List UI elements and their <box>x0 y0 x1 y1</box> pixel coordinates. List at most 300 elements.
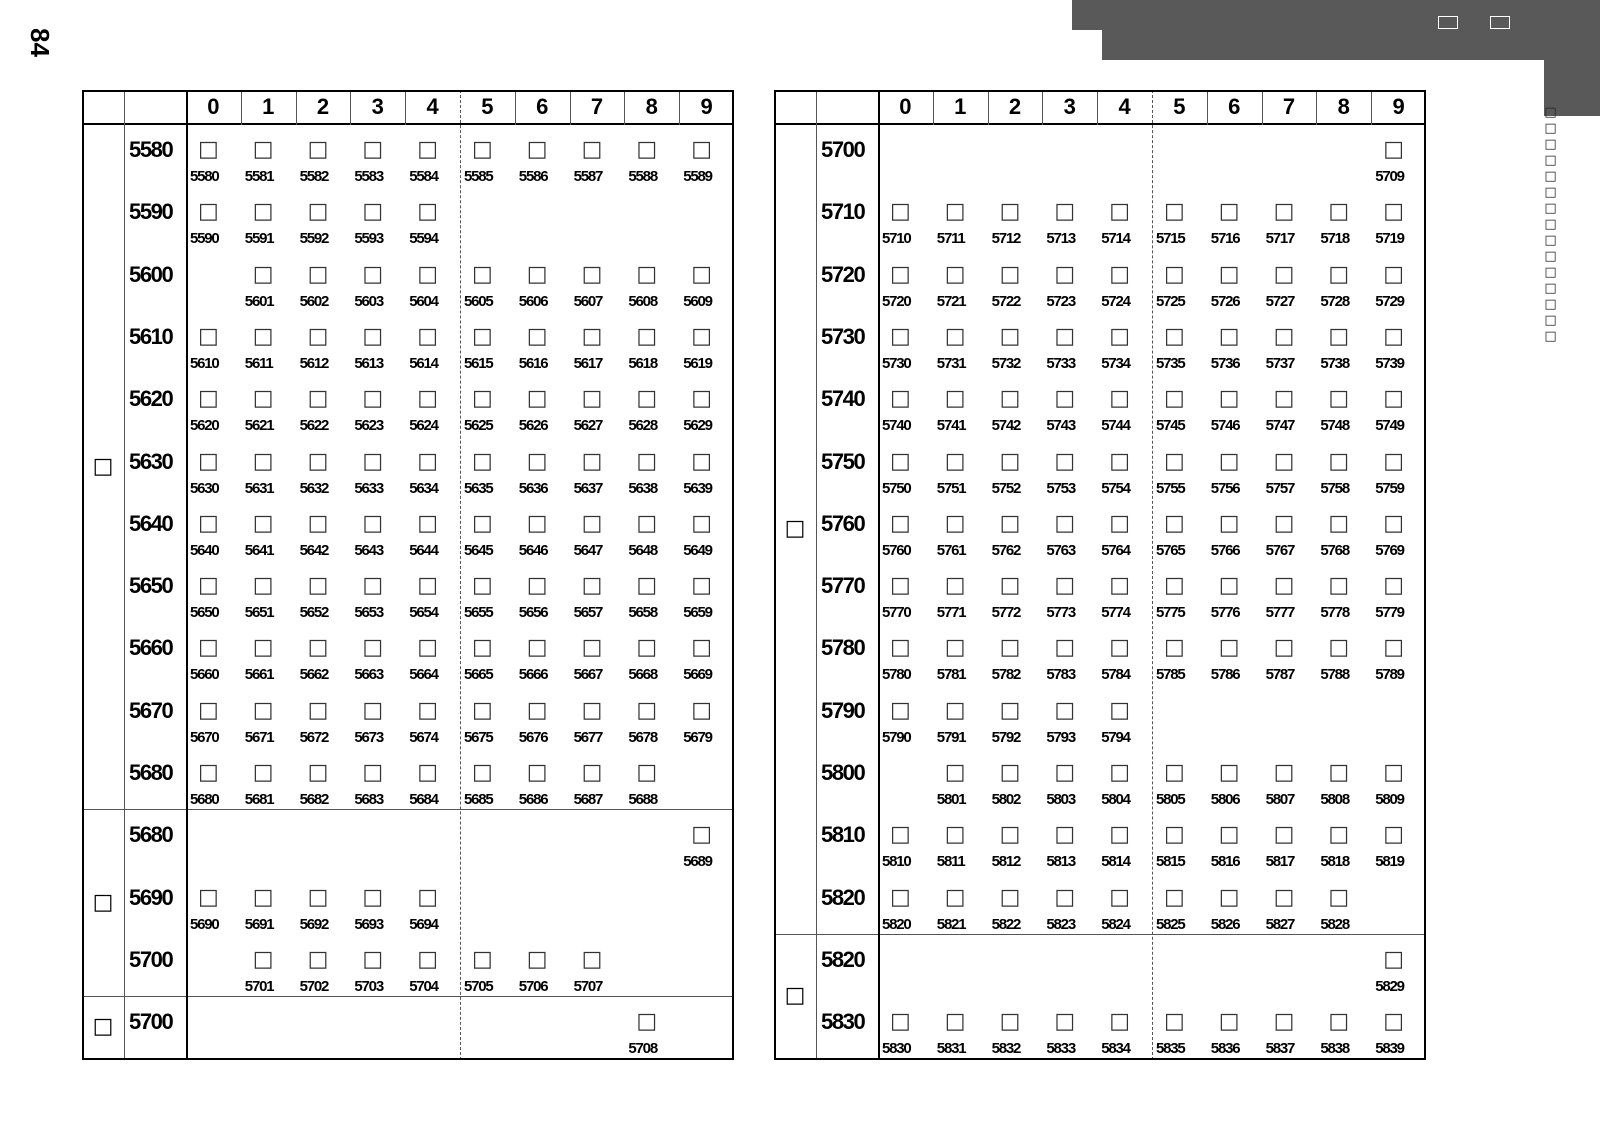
missing-glyph-icon: □ <box>362 697 384 723</box>
missing-glyph-icon: □ <box>1383 946 1404 972</box>
group-reading-char: □ <box>92 1014 114 1040</box>
page-number: 84 <box>25 28 55 57</box>
missing-glyph-icon: □ <box>1054 386 1076 412</box>
missing-glyph-icon: □ <box>526 386 548 412</box>
cell-code: 5749 <box>1375 417 1404 435</box>
row-code-label: 5600 <box>129 261 173 287</box>
cell-code: 5614 <box>409 354 438 372</box>
cell-code: 5747 <box>1265 417 1295 435</box>
cell-code: 5660 <box>190 666 219 684</box>
missing-glyph-icon: □ <box>362 510 384 536</box>
cell-code: 5837 <box>1265 1040 1295 1058</box>
cell-code: 5671 <box>244 728 274 746</box>
cell-code: 5659 <box>683 604 712 622</box>
row-code-label: 5820 <box>821 884 865 910</box>
missing-glyph-icon: □ <box>362 386 384 412</box>
cell-code: 5658 <box>628 604 657 622</box>
cell-code: 5756 <box>1210 479 1240 497</box>
missing-glyph-icon: □ <box>890 635 911 661</box>
missing-glyph-icon: □ <box>1164 261 1185 287</box>
missing-glyph-icon: □ <box>1218 510 1240 536</box>
missing-glyph-icon: □ <box>307 448 329 474</box>
cell-code: 5720 <box>882 292 911 310</box>
cell-code: 5583 <box>354 168 383 185</box>
missing-glyph-icon: □ <box>636 261 658 287</box>
missing-glyph-icon: □ <box>890 822 911 848</box>
cell-code: 5609 <box>683 292 712 310</box>
cell-code: 5740 <box>882 417 911 435</box>
cell-code: 5808 <box>1320 791 1349 808</box>
missing-glyph-icon: □ <box>1054 448 1076 474</box>
missing-glyph-icon: □ <box>1164 573 1185 599</box>
missing-glyph-icon: □ <box>944 323 966 349</box>
cell-code: 5701 <box>244 977 274 995</box>
cell-code: 5754 <box>1101 479 1130 497</box>
cell-code: 5663 <box>354 666 383 684</box>
cell-code: 5646 <box>518 541 548 559</box>
cell-code: 5805 <box>1156 791 1185 808</box>
missing-glyph-icon: □ <box>526 323 548 349</box>
missing-glyph-icon: □ <box>472 386 493 412</box>
missing-glyph-icon: □ <box>691 573 712 599</box>
cell-code: 5603 <box>354 292 383 310</box>
missing-glyph-icon: □ <box>526 261 548 287</box>
missing-glyph-icon: □ <box>1218 635 1240 661</box>
cell-code: 5594 <box>409 230 438 248</box>
missing-glyph-icon: □ <box>198 137 219 162</box>
row-code-label: 5630 <box>129 448 173 474</box>
cell-code: 5640 <box>190 541 219 559</box>
cell-code: 5667 <box>573 666 603 684</box>
cell-code: 5734 <box>1101 354 1130 372</box>
missing-glyph-icon: □ <box>944 822 966 848</box>
missing-glyph-icon: □ <box>1218 199 1240 225</box>
cell-code: 5670 <box>190 728 219 746</box>
missing-glyph-icon: □ <box>581 946 603 972</box>
missing-glyph-icon: □ <box>691 137 712 162</box>
cell-code: 5713 <box>1046 230 1075 248</box>
missing-glyph-icon: □ <box>944 697 966 723</box>
missing-glyph-icon: □ <box>1054 884 1076 910</box>
missing-glyph-icon: □ <box>636 635 658 661</box>
cell-code: 5692 <box>299 915 329 933</box>
cell-code: 5706 <box>518 977 548 995</box>
missing-glyph-icon: □ <box>252 573 274 599</box>
cell-code: 5732 <box>991 354 1021 372</box>
row-code-label: 5700 <box>129 1009 173 1035</box>
tab-box-icon <box>1438 16 1458 29</box>
cell-code: 5802 <box>991 791 1021 808</box>
cell-code: 5690 <box>190 915 219 933</box>
missing-glyph-icon: □ <box>999 199 1021 225</box>
cell-code: 5636 <box>518 479 548 497</box>
missing-glyph-icon: □ <box>1054 323 1076 349</box>
cell-code: 5804 <box>1101 791 1130 808</box>
missing-glyph-icon: □ <box>1328 448 1350 474</box>
cell-code: 5637 <box>573 479 603 497</box>
missing-glyph-icon: □ <box>999 697 1021 723</box>
missing-glyph-icon: □ <box>1109 1009 1130 1035</box>
column-header: 1 <box>954 94 967 119</box>
missing-glyph-icon: □ <box>1273 448 1295 474</box>
cell-code: 5825 <box>1156 915 1185 933</box>
missing-glyph-icon: □ <box>1383 510 1404 536</box>
missing-glyph-icon: □ <box>362 884 384 910</box>
missing-glyph-icon: □ <box>362 199 384 225</box>
cell-code: 5686 <box>518 791 548 808</box>
cell-code: 5810 <box>882 853 911 871</box>
missing-glyph-icon: □ <box>1328 822 1350 848</box>
cell-code: 5819 <box>1375 853 1404 871</box>
missing-glyph-icon: □ <box>307 635 329 661</box>
missing-glyph-icon: □ <box>307 946 329 972</box>
cell-code: 5619 <box>683 354 712 372</box>
missing-glyph-icon: □ <box>198 573 219 599</box>
missing-glyph-icon: □ <box>944 199 966 225</box>
cell-code: 5705 <box>464 977 493 995</box>
missing-glyph-icon: □ <box>999 884 1021 910</box>
cell-code: 5762 <box>991 541 1021 559</box>
cell-code: 5746 <box>1210 417 1240 435</box>
side-section-label: □□□□□□□□□□□□□□□ <box>1543 105 1558 345</box>
cell-code: 5606 <box>518 292 548 310</box>
cell-code: 5807 <box>1265 791 1295 808</box>
missing-glyph-icon: □ <box>636 760 658 785</box>
missing-glyph-icon: □ <box>944 573 966 599</box>
cell-code: 5727 <box>1265 292 1295 310</box>
missing-glyph-icon: □ <box>1273 510 1295 536</box>
missing-glyph-icon: □ <box>890 199 911 225</box>
cell-code: 5722 <box>991 292 1021 310</box>
missing-glyph-icon: □ <box>1383 386 1404 412</box>
missing-glyph-icon: □ <box>526 448 548 474</box>
chapter-tab-top <box>1072 0 1600 30</box>
cell-code: 5731 <box>936 354 966 372</box>
missing-glyph-icon: □ <box>252 386 274 412</box>
missing-glyph-icon: □ <box>1164 510 1185 536</box>
missing-glyph-icon: □ <box>581 448 603 474</box>
missing-glyph-icon: □ <box>417 510 438 536</box>
missing-glyph-icon: □ <box>252 946 274 972</box>
cell-code: 5588 <box>628 168 657 185</box>
cell-code: 5816 <box>1210 853 1240 871</box>
cell-code: 5822 <box>991 915 1021 933</box>
cell-code: 5758 <box>1320 479 1349 497</box>
missing-glyph-icon: □ <box>362 946 384 972</box>
cell-code: 5787 <box>1265 666 1295 684</box>
row-code-label: 5700 <box>821 137 865 162</box>
missing-glyph-icon: □ <box>526 760 548 785</box>
missing-glyph-icon: □ <box>691 448 712 474</box>
missing-glyph-icon: □ <box>1164 323 1185 349</box>
cell-code: 5824 <box>1101 915 1130 933</box>
cell-code: 5593 <box>354 230 383 248</box>
cell-code: 5642 <box>299 541 329 559</box>
missing-glyph-icon: □ <box>417 386 438 412</box>
missing-glyph-icon: □ <box>307 884 329 910</box>
cell-code: 5604 <box>409 292 438 310</box>
missing-glyph-icon: □ <box>1218 386 1240 412</box>
cell-code: 5584 <box>409 168 438 185</box>
missing-glyph-icon: □ <box>472 448 493 474</box>
cell-code: 5662 <box>299 666 329 684</box>
code-table-right <box>774 90 1426 1060</box>
cell-code: 5626 <box>518 417 548 435</box>
missing-glyph-icon: □ <box>1054 1009 1076 1035</box>
missing-glyph-icon: □ <box>581 323 603 349</box>
missing-glyph-icon: □ <box>636 137 658 162</box>
cell-code: 5780 <box>882 666 911 684</box>
cell-code: 5612 <box>299 354 329 372</box>
missing-glyph-icon: □ <box>472 760 493 785</box>
row-code-label: 5640 <box>129 510 173 536</box>
missing-glyph-icon: □ <box>526 635 548 661</box>
missing-glyph-icon: □ <box>472 510 493 536</box>
cell-code: 5656 <box>518 604 548 622</box>
cell-code: 5839 <box>1375 1040 1404 1058</box>
cell-code: 5678 <box>628 728 657 746</box>
missing-glyph-icon: □ <box>890 697 911 723</box>
missing-glyph-icon: □ <box>198 510 219 536</box>
cell-code: 5723 <box>1046 292 1075 310</box>
cell-code: 5752 <box>991 479 1021 497</box>
cell-code: 5716 <box>1210 230 1240 248</box>
missing-glyph-icon: □ <box>890 448 911 474</box>
cell-code: 5644 <box>409 541 438 559</box>
missing-glyph-icon: □ <box>362 760 384 785</box>
cell-code: 5710 <box>882 230 911 248</box>
cell-code: 5613 <box>354 354 383 372</box>
cell-code: 5647 <box>573 541 603 559</box>
missing-glyph-icon: □ <box>1164 884 1185 910</box>
missing-glyph-icon: □ <box>636 1009 658 1035</box>
missing-glyph-icon: □ <box>999 760 1021 785</box>
cell-code: 5739 <box>1375 354 1404 372</box>
cell-code: 5611 <box>244 354 273 372</box>
cell-code: 5812 <box>991 853 1021 871</box>
cell-code: 5682 <box>299 791 329 808</box>
missing-glyph-icon: □ <box>890 386 911 412</box>
missing-glyph-icon: □ <box>1164 1009 1185 1035</box>
cell-code: 5641 <box>244 541 274 559</box>
group-reading-char: □ <box>92 889 114 915</box>
cell-code: 5813 <box>1046 853 1075 871</box>
missing-glyph-icon: □ <box>417 199 438 225</box>
row-code-label: 5620 <box>129 386 173 412</box>
row-code-label: 5740 <box>821 386 865 412</box>
missing-glyph-icon: □ <box>581 697 603 723</box>
missing-glyph-icon: □ <box>417 760 438 785</box>
chapter-tab-middle <box>1102 30 1600 60</box>
missing-glyph-icon: □ <box>1383 199 1404 225</box>
missing-glyph-icon: □ <box>581 760 603 785</box>
missing-glyph-icon: □ <box>999 822 1021 848</box>
cell-code: 5717 <box>1265 230 1295 248</box>
cell-code: 5737 <box>1265 354 1295 372</box>
missing-glyph-icon: □ <box>1218 261 1240 287</box>
row-code-label: 5720 <box>821 261 865 287</box>
missing-glyph-icon: □ <box>581 510 603 536</box>
missing-glyph-icon: □ <box>252 137 274 162</box>
cell-code: 5632 <box>299 479 329 497</box>
missing-glyph-icon: □ <box>1328 199 1350 225</box>
cell-code: 5748 <box>1320 417 1349 435</box>
missing-glyph-icon: □ <box>944 510 966 536</box>
cell-code: 5582 <box>299 168 329 185</box>
cell-code: 5653 <box>354 604 383 622</box>
row-code-label: 5760 <box>821 510 865 536</box>
missing-glyph-icon: □ <box>472 323 493 349</box>
tab-box-icon <box>1490 16 1510 29</box>
row-code-label: 5770 <box>821 573 865 599</box>
cell-code: 5708 <box>628 1040 657 1058</box>
missing-glyph-icon: □ <box>252 323 274 349</box>
cell-code: 5755 <box>1156 479 1185 497</box>
cell-code: 5835 <box>1156 1040 1185 1058</box>
cell-code: 5764 <box>1101 541 1130 559</box>
group-reading-char: □ <box>784 515 806 541</box>
missing-glyph-icon: □ <box>362 323 384 349</box>
cell-code: 5836 <box>1210 1040 1240 1058</box>
column-header: 8 <box>645 94 658 119</box>
missing-glyph-icon: □ <box>944 448 966 474</box>
missing-glyph-icon: □ <box>252 261 274 287</box>
row-code-label: 5810 <box>821 822 865 848</box>
row-code-label: 5830 <box>821 1009 865 1035</box>
missing-glyph-icon: □ <box>1164 822 1185 848</box>
cell-code: 5650 <box>190 604 219 622</box>
cell-code: 5733 <box>1046 354 1075 372</box>
missing-glyph-icon: □ <box>1054 510 1076 536</box>
row-code-label: 5660 <box>129 635 173 661</box>
cell-code: 5760 <box>882 541 911 559</box>
cell-code: 5691 <box>244 915 274 933</box>
cell-code: 5834 <box>1101 1040 1130 1058</box>
cell-code: 5674 <box>409 728 438 746</box>
missing-glyph-icon: □ <box>999 635 1021 661</box>
cell-code: 5677 <box>573 728 603 746</box>
cell-code: 5639 <box>683 479 712 497</box>
missing-glyph-icon: □ <box>1273 1009 1295 1035</box>
cell-code: 5689 <box>683 853 712 871</box>
missing-glyph-icon: □ <box>1218 760 1240 785</box>
missing-glyph-icon: □ <box>890 884 911 910</box>
missing-glyph-icon: □ <box>526 510 548 536</box>
missing-glyph-icon: □ <box>1109 697 1130 723</box>
cell-code: 5827 <box>1265 915 1295 933</box>
cell-code: 5823 <box>1046 915 1075 933</box>
cell-code: 5718 <box>1320 230 1349 248</box>
cell-code: 5668 <box>628 666 657 684</box>
cell-code: 5781 <box>936 666 966 684</box>
missing-glyph-icon: □ <box>362 573 384 599</box>
cell-code: 5763 <box>1046 541 1075 559</box>
cell-code: 5826 <box>1210 915 1240 933</box>
missing-glyph-icon: □ <box>1383 822 1404 848</box>
missing-glyph-icon: □ <box>581 137 603 162</box>
missing-glyph-icon: □ <box>1383 448 1404 474</box>
missing-glyph-icon: □ <box>1218 448 1240 474</box>
cell-code: 5775 <box>1156 604 1185 622</box>
cell-code: 5648 <box>628 541 657 559</box>
column-header: 5 <box>481 94 494 119</box>
column-header: 3 <box>1063 94 1076 119</box>
cell-code: 5786 <box>1210 666 1240 684</box>
cell-code: 5633 <box>354 479 383 497</box>
missing-glyph-icon: □ <box>198 635 219 661</box>
missing-glyph-icon: □ <box>198 697 219 723</box>
cell-code: 5789 <box>1375 666 1404 684</box>
missing-glyph-icon: □ <box>636 448 658 474</box>
column-header: 1 <box>262 94 275 119</box>
cell-code: 5801 <box>936 791 966 808</box>
cell-code: 5673 <box>354 728 383 746</box>
cell-code: 5730 <box>882 354 911 372</box>
missing-glyph-icon: □ <box>944 884 966 910</box>
cell-code: 5784 <box>1101 666 1130 684</box>
cell-code: 5806 <box>1210 791 1240 808</box>
missing-glyph-icon: □ <box>362 448 384 474</box>
cell-code: 5719 <box>1375 230 1404 248</box>
missing-glyph-icon: □ <box>1273 261 1295 287</box>
cell-code: 5766 <box>1210 541 1240 559</box>
missing-glyph-icon: □ <box>1273 760 1295 785</box>
cell-code: 5622 <box>299 417 329 435</box>
cell-code: 5782 <box>991 666 1021 684</box>
row-code-label: 5650 <box>129 573 173 599</box>
missing-glyph-icon: □ <box>252 635 274 661</box>
missing-glyph-icon: □ <box>581 261 603 287</box>
cell-code: 5783 <box>1046 666 1075 684</box>
missing-glyph-icon: □ <box>1109 323 1130 349</box>
cell-code: 5616 <box>518 354 548 372</box>
cell-code: 5712 <box>991 230 1021 248</box>
missing-glyph-icon: □ <box>1273 386 1295 412</box>
row-code-label: 5800 <box>821 760 865 785</box>
cell-code: 5610 <box>190 354 219 372</box>
missing-glyph-icon: □ <box>417 884 438 910</box>
missing-glyph-icon: □ <box>636 323 658 349</box>
row-code-label: 5700 <box>129 946 173 972</box>
missing-glyph-icon: □ <box>198 884 219 910</box>
row-code-label: 5590 <box>129 199 173 225</box>
missing-glyph-icon: □ <box>1328 635 1350 661</box>
cell-code: 5679 <box>683 728 712 746</box>
cell-code: 5761 <box>936 541 966 559</box>
missing-glyph-icon: □ <box>307 386 329 412</box>
missing-glyph-icon: □ <box>999 261 1021 287</box>
missing-glyph-icon: □ <box>1218 573 1240 599</box>
cell-code: 5685 <box>464 791 493 808</box>
cell-code: 5744 <box>1101 417 1130 435</box>
cell-code: 5703 <box>354 977 383 995</box>
missing-glyph-icon: □ <box>1164 635 1185 661</box>
missing-glyph-icon: □ <box>307 697 329 723</box>
cell-code: 5711 <box>936 230 965 248</box>
code-table-left <box>82 90 734 1060</box>
cell-code: 5811 <box>936 853 965 871</box>
missing-glyph-icon: □ <box>999 448 1021 474</box>
missing-glyph-icon: □ <box>198 448 219 474</box>
missing-glyph-icon: □ <box>1164 448 1185 474</box>
column-header: 6 <box>536 94 549 119</box>
column-header: 9 <box>1392 94 1405 119</box>
column-header: 0 <box>899 94 912 119</box>
missing-glyph-icon: □ <box>362 261 384 287</box>
row-code-label: 5680 <box>129 760 173 785</box>
row-code-label: 5580 <box>129 137 173 162</box>
cell-code: 5629 <box>683 417 712 435</box>
